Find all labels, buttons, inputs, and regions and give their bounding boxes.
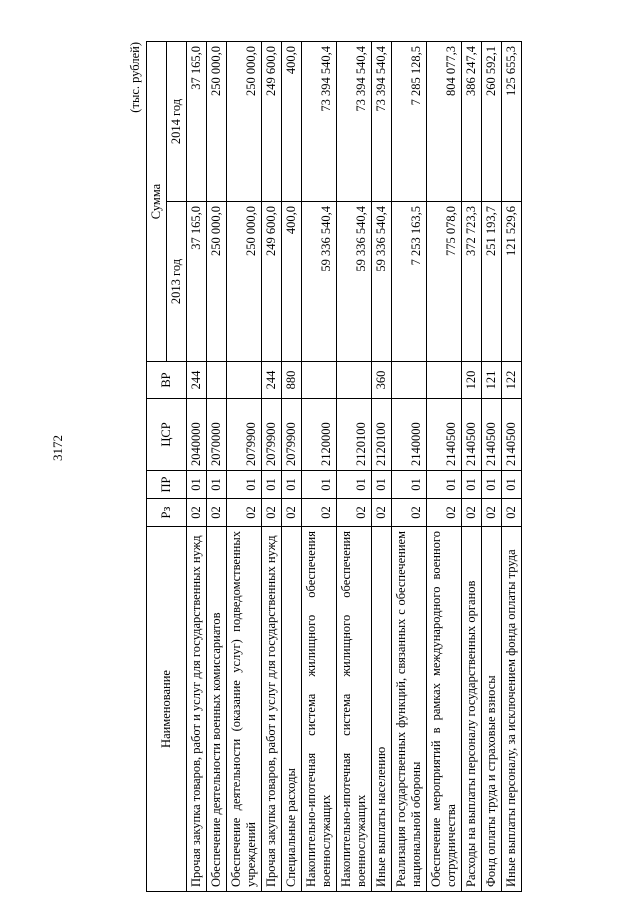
header-row <box>147 42 167 892</box>
row-sum-2014: 125 655,3 <box>502 42 522 202</box>
row-rz: 02 <box>282 499 302 527</box>
row-pr: 01 <box>282 471 302 499</box>
row-vr: 120 <box>462 362 482 399</box>
row-sum-2013: 59 336 540,4 <box>302 202 337 362</box>
row-name: Реализация государственных функций, связанных с обеспечением национальной обороны <box>392 527 427 892</box>
row-vr <box>227 362 262 399</box>
table-row <box>337 42 372 892</box>
row-name: Иные выплаты населению <box>372 527 392 892</box>
row-sum-2014: 73 394 540,4 <box>372 42 392 202</box>
table-row <box>482 42 502 892</box>
row-sum-2014: 250 000,0 <box>207 42 227 202</box>
row-name: Расходы на выплаты персоналу государственных органов <box>462 527 482 892</box>
col-header-2014: 2014 год <box>167 42 187 202</box>
row-rz: 02 <box>392 499 427 527</box>
row-name: Обеспечение деятельности (оказание услуг) подведомственных учреждений <box>227 527 262 892</box>
row-csr: 2140000 <box>392 399 427 471</box>
col-header-vr: ВР <box>147 362 187 399</box>
row-rz: 02 <box>262 499 282 527</box>
row-name: Специальные расходы <box>282 527 302 892</box>
row-vr <box>207 362 227 399</box>
row-sum-2014: 73 394 540,4 <box>302 42 337 202</box>
row-sum-2013: 121 529,6 <box>502 202 522 362</box>
row-name: Обеспечение деятельности военных комиссариатов <box>207 527 227 892</box>
row-rz: 02 <box>462 499 482 527</box>
row-pr: 01 <box>372 471 392 499</box>
row-vr: 244 <box>187 362 207 399</box>
row-sum-2013: 372 723,3 <box>462 202 482 362</box>
row-sum-2013: 251 193,7 <box>482 202 502 362</box>
table-row <box>392 42 427 892</box>
row-pr: 01 <box>427 471 462 499</box>
row-csr: 2120000 <box>302 399 337 471</box>
row-sum-2013: 37 165,0 <box>187 202 207 362</box>
row-vr <box>337 362 372 399</box>
page-number: 3172 <box>50 435 65 461</box>
row-pr: 01 <box>187 471 207 499</box>
row-vr: 880 <box>282 362 302 399</box>
row-pr: 01 <box>207 471 227 499</box>
row-vr: 360 <box>372 362 392 399</box>
row-sum-2013: 7 253 163,5 <box>392 202 427 362</box>
table-row <box>372 42 392 892</box>
row-rz: 02 <box>372 499 392 527</box>
row-csr: 2120100 <box>372 399 392 471</box>
row-vr <box>392 362 427 399</box>
row-sum-2014: 250 000,0 <box>227 42 262 202</box>
col-header-2013: 2013 год <box>167 202 187 362</box>
row-sum-2013: 250 000,0 <box>207 202 227 362</box>
row-pr: 01 <box>337 471 372 499</box>
budget-table <box>146 41 522 892</box>
table-row <box>262 42 282 892</box>
col-header-sum: Сумма <box>147 42 167 362</box>
table-row <box>427 42 462 892</box>
row-rz: 02 <box>207 499 227 527</box>
row-rz: 02 <box>227 499 262 527</box>
table-row <box>227 42 262 892</box>
table-row <box>187 42 207 892</box>
row-vr: 122 <box>502 362 522 399</box>
row-csr: 2040000 <box>187 399 207 471</box>
table-body <box>187 42 522 892</box>
row-rz: 02 <box>302 499 337 527</box>
row-sum-2013: 250 000,0 <box>227 202 262 362</box>
row-csr: 2140500 <box>462 399 482 471</box>
table-row <box>207 42 227 892</box>
row-vr <box>427 362 462 399</box>
row-csr: 2079900 <box>262 399 282 471</box>
row-sum-2014: 73 394 540,4 <box>337 42 372 202</box>
row-vr <box>302 362 337 399</box>
row-csr: 2140500 <box>482 399 502 471</box>
row-pr: 01 <box>262 471 282 499</box>
row-name: Фонд оплаты труда и страховые взносы <box>482 527 502 892</box>
row-name: Обеспечение мероприятий в рамках международного военного сотрудничества <box>427 527 462 892</box>
row-sum-2014: 804 077,3 <box>427 42 462 202</box>
row-pr: 01 <box>227 471 262 499</box>
table-row <box>282 42 302 892</box>
row-pr: 01 <box>502 471 522 499</box>
row-pr: 01 <box>302 471 337 499</box>
row-sum-2013: 59 336 540,4 <box>337 202 372 362</box>
row-name: Прочая закупка товаров, работ и услуг для государственных нужд <box>262 527 282 892</box>
table-row <box>462 42 482 892</box>
row-rz: 02 <box>337 499 372 527</box>
row-rz: 02 <box>427 499 462 527</box>
row-pr: 01 <box>482 471 502 499</box>
row-csr: 2079900 <box>227 399 262 471</box>
col-header-name: Наименование <box>147 527 187 892</box>
row-name: Прочая закупка товаров, работ и услуг для государственных нужд <box>187 527 207 892</box>
row-sum-2014: 7 285 128,5 <box>392 42 427 202</box>
row-rz: 02 <box>187 499 207 527</box>
table-row <box>302 42 337 892</box>
row-csr: 2120100 <box>337 399 372 471</box>
row-rz: 02 <box>482 499 502 527</box>
row-name: Иные выплаты персоналу, за исключением фонда оплаты труда <box>502 527 522 892</box>
row-vr: 121 <box>482 362 502 399</box>
row-sum-2013: 400,0 <box>282 202 302 362</box>
units-label: (тыс. рублей) <box>128 42 142 113</box>
row-csr: 2070000 <box>207 399 227 471</box>
row-pr: 01 <box>462 471 482 499</box>
row-sum-2014: 386 247,4 <box>462 42 482 202</box>
row-rz: 02 <box>502 499 522 527</box>
row-name: Накопительно-ипотечная система жилищного обеспечения военнослужащих <box>302 527 337 892</box>
row-csr: 2140500 <box>502 399 522 471</box>
row-pr: 01 <box>392 471 427 499</box>
budget-table-page <box>120 42 600 892</box>
row-vr: 244 <box>262 362 282 399</box>
row-sum-2014: 400,0 <box>282 42 302 202</box>
row-name: Накопительно-ипотечная система жилищного обеспечения военнослужащих <box>337 527 372 892</box>
row-sum-2014: 249 600,0 <box>262 42 282 202</box>
row-sum-2014: 260 592,1 <box>482 42 502 202</box>
table-row <box>502 42 522 892</box>
row-sum-2013: 775 078,0 <box>427 202 462 362</box>
row-sum-2014: 37 165,0 <box>187 42 207 202</box>
row-sum-2013: 249 600,0 <box>262 202 282 362</box>
row-csr: 2140500 <box>427 399 462 471</box>
row-csr: 2079900 <box>282 399 302 471</box>
row-sum-2013: 59 336 540,4 <box>372 202 392 362</box>
col-header-csr: ЦСР <box>147 399 187 471</box>
col-header-pr: ПР <box>147 471 187 499</box>
col-header-rz: Рз <box>147 499 187 527</box>
